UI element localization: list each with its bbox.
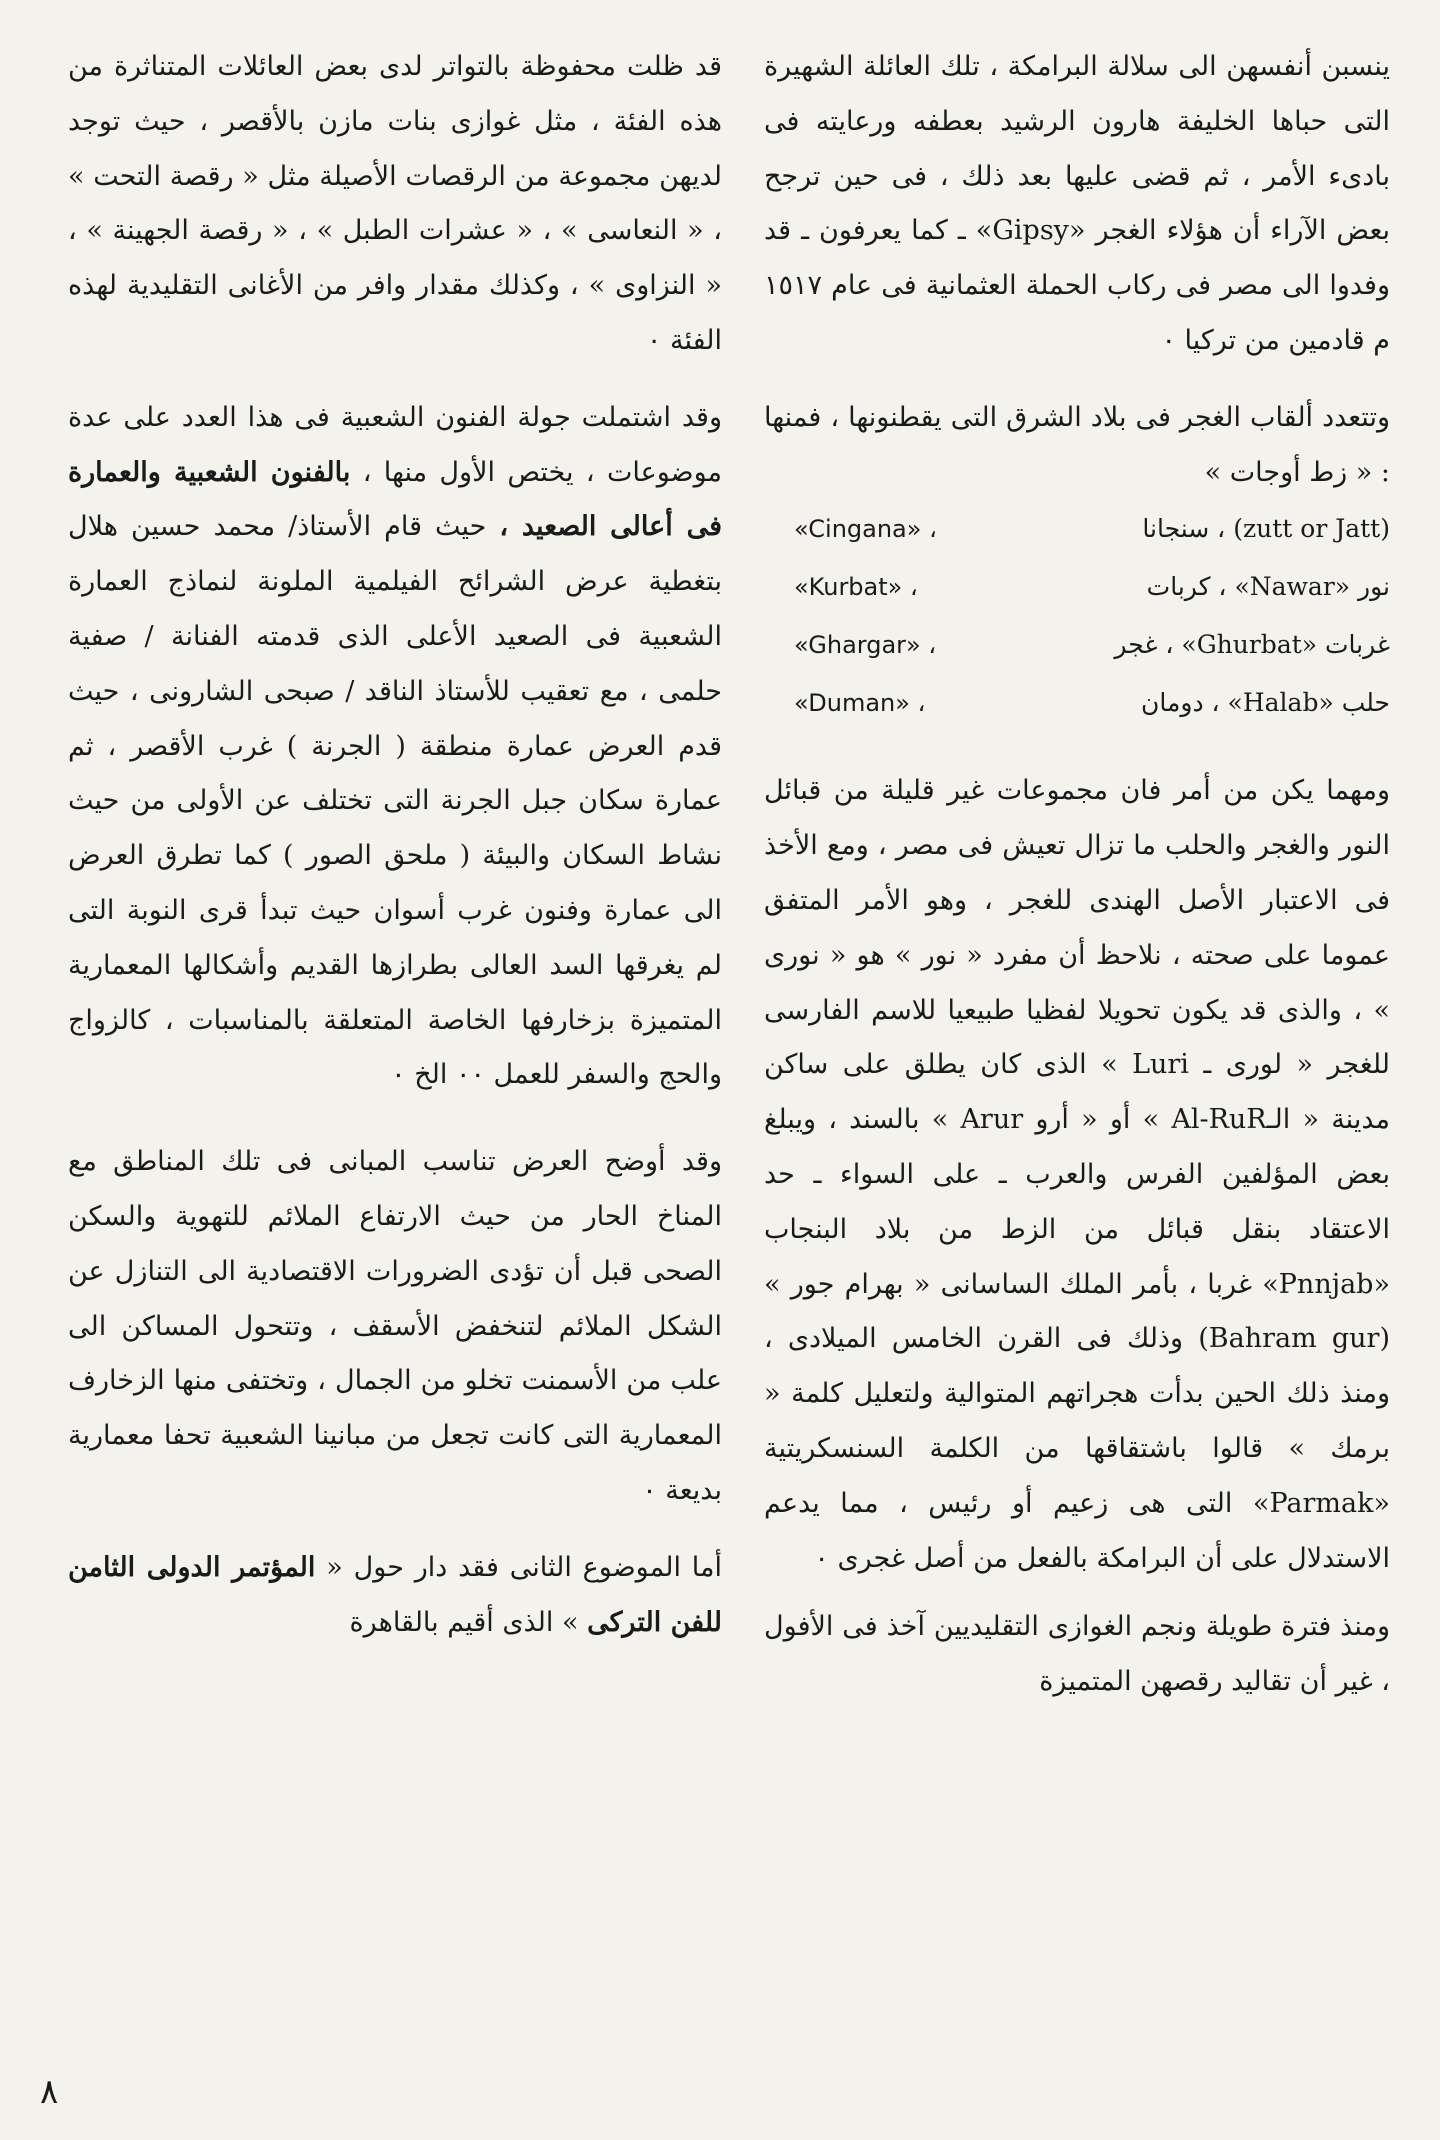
names-row — [764, 558, 1390, 616]
left-paragraph-4 — [68, 1541, 722, 1651]
page-number: ٨ — [40, 2072, 59, 2112]
left-paragraph-3: وقد أوضح العرض تناسب المبانى فى تلك المناطق مع المناخ الحار من حيث الارتفاع الملائم للتهوية والسكن الصحى قبل أن تؤدى الضرورات الاقتصادية الى التنازل عن الشكل الملائم لتنخفض الأسقف ، وتتحول المساكن الى علب من الأسمنت تخلو من الجمال ، وتختفى منها الزخارف المعمارية التى كانت تجعل من مبانينا الشعبية تحفا معمارية بديعة ٠ — [68, 1146, 722, 1506]
names-row — [764, 616, 1390, 674]
left-paragraph-2 — [68, 391, 722, 1103]
latin-name: «Duman» ، — [794, 689, 926, 718]
right-column — [764, 40, 1390, 1710]
arabic-name: نور «Nawar» ، كربات — [1146, 572, 1390, 602]
paragraph-text: أما الموضوع الثانى فقد دار حول « — [315, 1551, 722, 1583]
paragraph-text: وقد اشتملت جولة الفنون الشعبية فى هذا العدد على عدة موضوعات ، يختص الأول منها ، — [68, 401, 722, 488]
left-column — [68, 40, 722, 1650]
names-row — [764, 674, 1390, 732]
bold-conference-title: المؤتمر الدولى الثامن للفن التركى — [68, 1551, 722, 1638]
gypsy-names-list — [764, 500, 1390, 732]
bold-topic-title: بالفنون الشعبية والعمارة فى أعالى الصعيد ، — [68, 456, 722, 543]
latin-name: «Ghargar» ، — [794, 631, 937, 660]
latin-name: «Cingana» ، — [794, 515, 937, 544]
right-paragraph-2: وتتعدد ألقاب الغجر فى بلاد الشرق التى يقطنونها ، فمنها : « زط أوجات » — [764, 401, 1390, 488]
paragraph-text: » الذى أقيم بالقاهرة — [349, 1606, 588, 1638]
right-paragraph-4: ومنذ فترة طويلة ونجم الغوازى التقليديين آخذ فى الأفول ، غير أن تقاليد رقصهن المتميزة — [764, 1611, 1390, 1698]
arabic-name: غربات «Ghurbat» ، غجر — [1114, 630, 1390, 660]
left-paragraph-1: قد ظلت محفوظة بالتواتر لدى بعض العائلات المتناثرة من هذه الفئة ، مثل غوازى بنات مازن بالأقصر ، حيث توجد لديهن مجموعة من الرقصات الأصيلة مثل « رقصة التحت » ، « النعاسى » ، « عشرات الطبل » ، « رقصة الجهينة » ، « النزاوى » ، وكذلك مقدار وافر من الأغانى التقليدية لهذه الفئة ٠ — [68, 51, 722, 356]
paragraph-text: حيث قام الأستاذ/ محمد حسين هلال بتغطية عرض الشرائح الفيلمية الملونة لنماذج العمارة الشعبية فى الصعيد الأعلى الذى قدمته الفنانة / صفية حلمى ، مع تعقيب للأستاذ الناقد / صبحى الشارونى ، حيث قدم العرض عمارة منطقة ( الجرنة ) غرب الأقصر ، ثم عمارة سكان جبل الجرنة التى تختلف عن الأولى من حيث نشاط السكان والبيئة ( ملحق الصور ) كما تطرق العرض الى عمارة وفنون غرب أسوان حيث تبدأ قرى النوبة التى لم يغرقها السد العالى بطرازها القديم وأشكالها المعمارية المتميزة بزخارفها الخاصة المتعلقة بالمناسبات ، كالزواج والحج والسفر للعمل ٠٠ الخ ٠ — [68, 511, 722, 1091]
names-row — [764, 500, 1390, 558]
arabic-name: حلب «Halab» ، دومان — [1141, 688, 1390, 718]
arabic-name: (zutt or Jatt) ، سنجانا — [1142, 514, 1390, 544]
right-paragraph-1: ينسبن أنفسهن الى سلالة البرامكة ، تلك العائلة الشهيرة التى حباها الخليفة هارون الرشيد بعطفه ورعايته فى بادىء الأمر ، ثم قضى عليها بعد ذلك ، فى حين ترجح بعض الآراء أن هؤلاء الغجر «Gipsy» ـ كما يعرفون ـ قد وفدوا الى مصر فى ركاب الحملة العثمانية فى عام ١٥١٧ م قادمين من تركيا ٠ — [764, 51, 1390, 356]
right-paragraph-3: ومهما يكن من أمر فان مجموعات غير قليلة من قبائل النور والغجر والحلب ما تزال تعيش فى مصر ، ومع الأخذ فى الاعتبار الأصل الهندى للغجر ، وهو الأمر المتفق عموما على صحته ، نلاحظ أن مفرد « نور » هو « نورى » ، والذى قد يكون تحويلا لفظيا طبيعيا للاسم الفارسى للغجر « لورى ـ Luri » الذى كان يطلق على ساكن مدينة « الـAl-RuR » أو « أرو Arur » بالسند ، ويبلغ بعض المؤلفين الفرس والعرب ـ على السواء ـ حد الاعتقاد بنقل قبائل من الزط من بلاد البنجاب «Pnnjab» غربا ، بأمر الملك الساسانى « بهرام جور » (Bahram gur) وذلك فى القرن الخامس الميلادى ، ومنذ ذلك الحين بدأت هجراتهم المتوالية ولتعليل كلمة « برمك » قالوا باشتقاقها من الكلمة السنسكريتية «Parmak» التى هى زعيم أو رئيس ، مما يدعم الاستدلال على أن البرامكة بالفعل من أصل غجرى ٠ — [764, 775, 1391, 1574]
latin-name: «Kurbat» ، — [794, 573, 918, 602]
